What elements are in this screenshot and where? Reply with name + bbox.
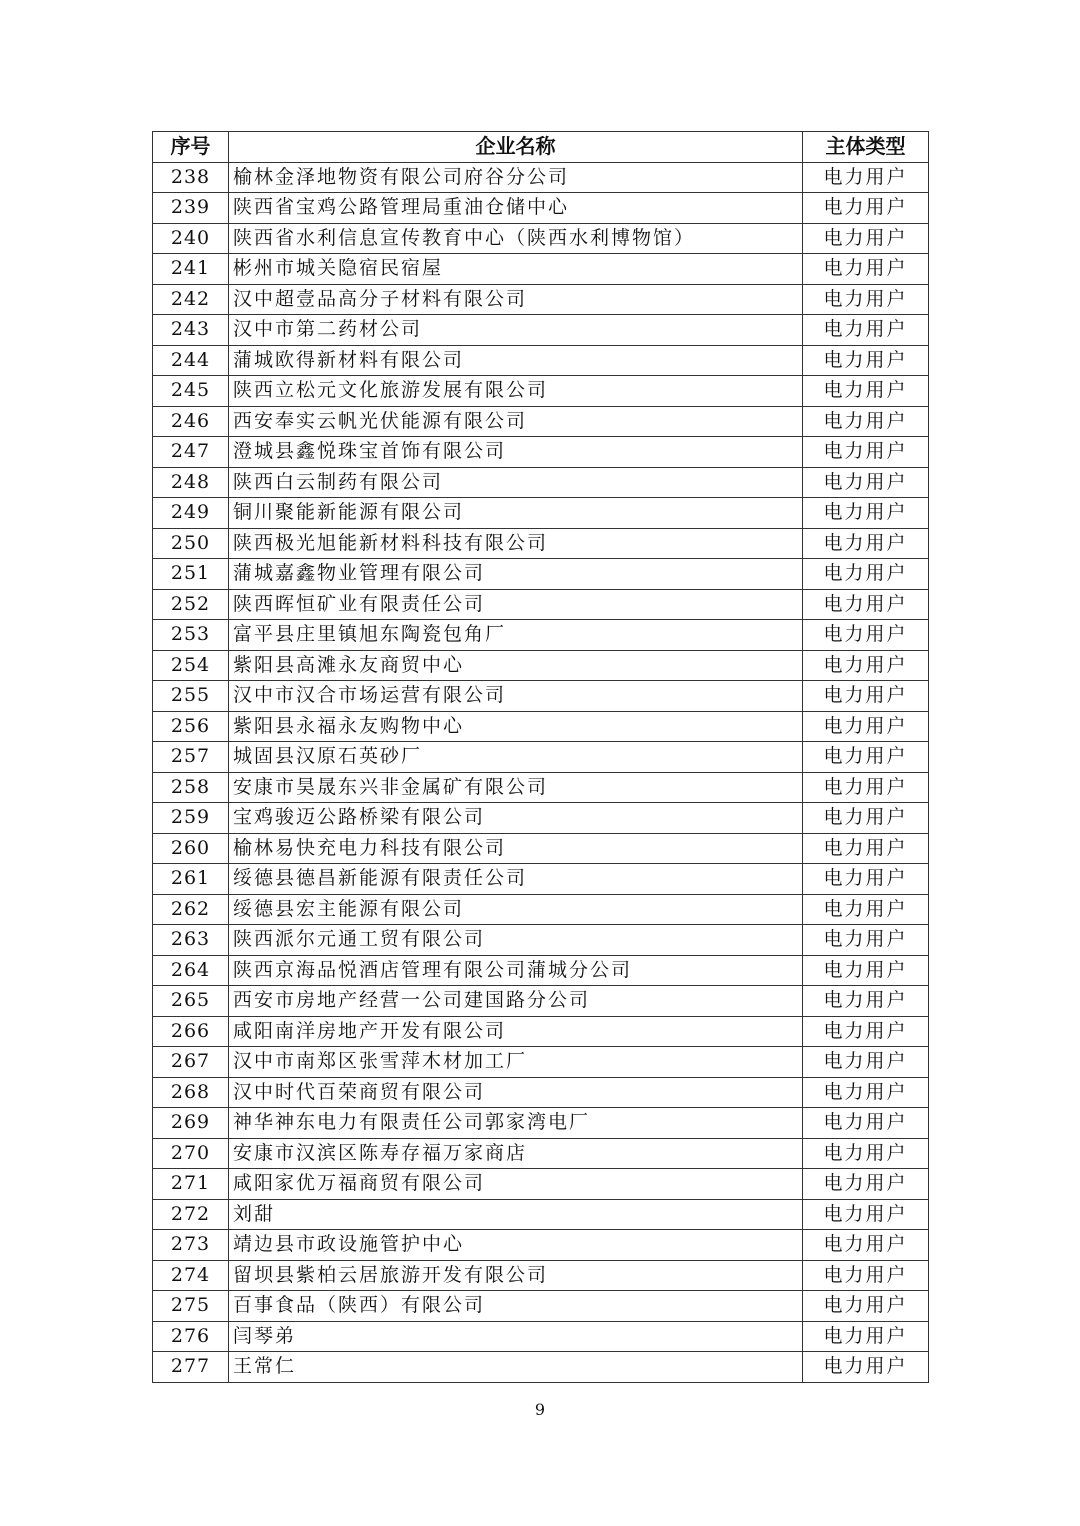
table-row [153,1230,929,1261]
entity-type-cell: 电力用户 [803,467,929,498]
serial-number-cell: 273 [153,1230,229,1261]
table-row [153,1016,929,1047]
serial-number-cell: 275 [153,1291,229,1322]
table-row [153,345,929,376]
serial-number-cell: 242 [153,284,229,315]
enterprise-name-cell: 安康市汉滨区陈寿存福万家商店 [229,1138,803,1169]
entity-type-cell: 电力用户 [803,864,929,895]
entity-type-cell: 电力用户 [803,1169,929,1200]
serial-number-cell: 271 [153,1169,229,1200]
table-row [153,193,929,224]
entity-type-cell: 电力用户 [803,1352,929,1383]
entity-type-cell: 电力用户 [803,1321,929,1352]
table-row [153,955,929,986]
entity-type-cell: 电力用户 [803,1138,929,1169]
enterprise-name-cell: 百事食品（陕西）有限公司 [229,1291,803,1322]
entity-type-cell: 电力用户 [803,620,929,651]
entity-type-cell: 电力用户 [803,498,929,529]
table-row [153,772,929,803]
entity-type-cell: 电力用户 [803,833,929,864]
enterprise-name-cell: 咸阳家优万福商贸有限公司 [229,1169,803,1200]
entity-type-cell: 电力用户 [803,223,929,254]
enterprise-name-cell: 汉中超壹品高分子材料有限公司 [229,284,803,315]
enterprise-name-cell: 闫琴弟 [229,1321,803,1352]
table-row [153,1352,929,1383]
enterprise-name-cell: 榆林易快充电力科技有限公司 [229,833,803,864]
enterprise-name-cell: 汉中市南郑区张雪萍木材加工厂 [229,1047,803,1078]
enterprise-name-cell: 陕西派尔元通工贸有限公司 [229,925,803,956]
table-body [153,162,929,1382]
serial-number-cell: 274 [153,1260,229,1291]
entity-type-cell: 电力用户 [803,1016,929,1047]
serial-number-cell: 246 [153,406,229,437]
table-row [153,1169,929,1200]
table-row [153,406,929,437]
enterprise-name-cell: 王常仁 [229,1352,803,1383]
serial-number-cell: 245 [153,376,229,407]
enterprise-name-cell: 汉中市汉合市场运营有限公司 [229,681,803,712]
serial-number-cell: 266 [153,1016,229,1047]
serial-number-cell: 277 [153,1352,229,1383]
serial-number-cell: 239 [153,193,229,224]
header-serial-number: 序号 [153,132,229,163]
enterprise-name-cell: 陕西省水利信息宣传教育中心（陕西水利博物馆） [229,223,803,254]
table-row [153,1321,929,1352]
table-row [153,528,929,559]
enterprise-name-cell: 陕西省宝鸡公路管理局重油仓储中心 [229,193,803,224]
enterprise-name-cell: 汉中时代百荣商贸有限公司 [229,1077,803,1108]
enterprise-name-cell: 蒲城嘉鑫物业管理有限公司 [229,559,803,590]
serial-number-cell: 247 [153,437,229,468]
enterprise-name-cell: 紫阳县高滩永友商贸中心 [229,650,803,681]
enterprise-name-cell: 陕西晖恒矿业有限责任公司 [229,589,803,620]
table-row [153,467,929,498]
entity-type-cell: 电力用户 [803,1291,929,1322]
serial-number-cell: 240 [153,223,229,254]
table-row [153,376,929,407]
serial-number-cell: 270 [153,1138,229,1169]
table-row [153,223,929,254]
table-row [153,833,929,864]
table-row [153,986,929,1017]
serial-number-cell: 255 [153,681,229,712]
table-row [153,803,929,834]
table-row [153,498,929,529]
entity-type-cell: 电力用户 [803,1047,929,1078]
serial-number-cell: 241 [153,254,229,285]
entity-type-cell: 电力用户 [803,955,929,986]
enterprise-name-cell: 靖边县市政设施管护中心 [229,1230,803,1261]
serial-number-cell: 249 [153,498,229,529]
table-row [153,254,929,285]
serial-number-cell: 238 [153,162,229,193]
serial-number-cell: 269 [153,1108,229,1139]
table-row [153,1108,929,1139]
entity-type-cell: 电力用户 [803,1230,929,1261]
table-row [153,681,929,712]
table-row [153,1199,929,1230]
serial-number-cell: 263 [153,925,229,956]
header-enterprise-name: 企业名称 [229,132,803,163]
enterprise-name-cell: 澄城县鑫悦珠宝首饰有限公司 [229,437,803,468]
serial-number-cell: 261 [153,864,229,895]
table-row [153,650,929,681]
entity-type-cell: 电力用户 [803,650,929,681]
enterprise-name-cell: 留坝县紫柏云居旅游开发有限公司 [229,1260,803,1291]
table-row [153,437,929,468]
enterprise-name-cell: 紫阳县永福永友购物中心 [229,711,803,742]
serial-number-cell: 260 [153,833,229,864]
enterprise-name-cell: 宝鸡骏迈公路桥梁有限公司 [229,803,803,834]
entity-type-cell: 电力用户 [803,711,929,742]
enterprise-name-cell: 绥德县宏主能源有限公司 [229,894,803,925]
table-row [153,620,929,651]
enterprise-table [152,131,929,1383]
table-row [153,589,929,620]
enterprise-name-cell: 西安市房地产经营一公司建国路分公司 [229,986,803,1017]
serial-number-cell: 268 [153,1077,229,1108]
enterprise-name-cell: 神华神东电力有限责任公司郭家湾电厂 [229,1108,803,1139]
entity-type-cell: 电力用户 [803,559,929,590]
entity-type-cell: 电力用户 [803,284,929,315]
table-row [153,742,929,773]
entity-type-cell: 电力用户 [803,1077,929,1108]
page-number: 9 [534,1400,546,1419]
serial-number-cell: 254 [153,650,229,681]
table-header-row [153,132,929,163]
serial-number-cell: 265 [153,986,229,1017]
entity-type-cell: 电力用户 [803,528,929,559]
serial-number-cell: 272 [153,1199,229,1230]
entity-type-cell: 电力用户 [803,437,929,468]
enterprise-name-cell: 绥德县德昌新能源有限责任公司 [229,864,803,895]
table-row [153,315,929,346]
enterprise-name-cell: 榆林金泽地物资有限公司府谷分公司 [229,162,803,193]
table-row [153,1077,929,1108]
serial-number-cell: 243 [153,315,229,346]
table-row [153,162,929,193]
serial-number-cell: 253 [153,620,229,651]
entity-type-cell: 电力用户 [803,986,929,1017]
enterprise-name-cell: 富平县庄里镇旭东陶瓷包角厂 [229,620,803,651]
enterprise-name-cell: 蒲城欧得新材料有限公司 [229,345,803,376]
enterprise-name-cell: 陕西白云制药有限公司 [229,467,803,498]
serial-number-cell: 256 [153,711,229,742]
entity-type-cell: 电力用户 [803,162,929,193]
entity-type-cell: 电力用户 [803,803,929,834]
entity-type-cell: 电力用户 [803,1260,929,1291]
serial-number-cell: 251 [153,559,229,590]
enterprise-name-cell: 陕西京海品悦酒店管理有限公司蒲城分公司 [229,955,803,986]
enterprise-name-cell: 安康市昊晟东兴非金属矿有限公司 [229,772,803,803]
serial-number-cell: 257 [153,742,229,773]
entity-type-cell: 电力用户 [803,254,929,285]
table-row [153,559,929,590]
entity-type-cell: 电力用户 [803,1108,929,1139]
enterprise-name-cell: 汉中市第二药材公司 [229,315,803,346]
entity-type-cell: 电力用户 [803,315,929,346]
table-row [153,284,929,315]
serial-number-cell: 258 [153,772,229,803]
enterprise-name-cell: 陕西极光旭能新材料科技有限公司 [229,528,803,559]
table-row [153,1138,929,1169]
entity-type-cell: 电力用户 [803,406,929,437]
enterprise-name-cell: 刘甜 [229,1199,803,1230]
enterprise-name-cell: 咸阳南洋房地产开发有限公司 [229,1016,803,1047]
entity-type-cell: 电力用户 [803,1199,929,1230]
enterprise-name-cell: 陕西立松元文化旅游发展有限公司 [229,376,803,407]
serial-number-cell: 250 [153,528,229,559]
entity-type-cell: 电力用户 [803,925,929,956]
enterprise-name-cell: 铜川聚能新能源有限公司 [229,498,803,529]
table-row [153,1260,929,1291]
entity-type-cell: 电力用户 [803,772,929,803]
table-row [153,1291,929,1322]
serial-number-cell: 264 [153,955,229,986]
serial-number-cell: 262 [153,894,229,925]
serial-number-cell: 267 [153,1047,229,1078]
table-row [153,864,929,895]
header-entity-type: 主体类型 [803,132,929,163]
serial-number-cell: 244 [153,345,229,376]
table-row [153,1047,929,1078]
serial-number-cell: 248 [153,467,229,498]
enterprise-name-cell: 城固县汉原石英砂厂 [229,742,803,773]
enterprise-name-cell: 西安奉实云帆光伏能源有限公司 [229,406,803,437]
serial-number-cell: 259 [153,803,229,834]
entity-type-cell: 电力用户 [803,193,929,224]
entity-type-cell: 电力用户 [803,589,929,620]
table-row [153,925,929,956]
entity-type-cell: 电力用户 [803,345,929,376]
enterprise-name-cell: 彬州市城关隐宿民宿屋 [229,254,803,285]
entity-type-cell: 电力用户 [803,681,929,712]
entity-type-cell: 电力用户 [803,376,929,407]
table-row [153,894,929,925]
entity-type-cell: 电力用户 [803,742,929,773]
table-row [153,711,929,742]
serial-number-cell: 252 [153,589,229,620]
serial-number-cell: 276 [153,1321,229,1352]
entity-type-cell: 电力用户 [803,894,929,925]
